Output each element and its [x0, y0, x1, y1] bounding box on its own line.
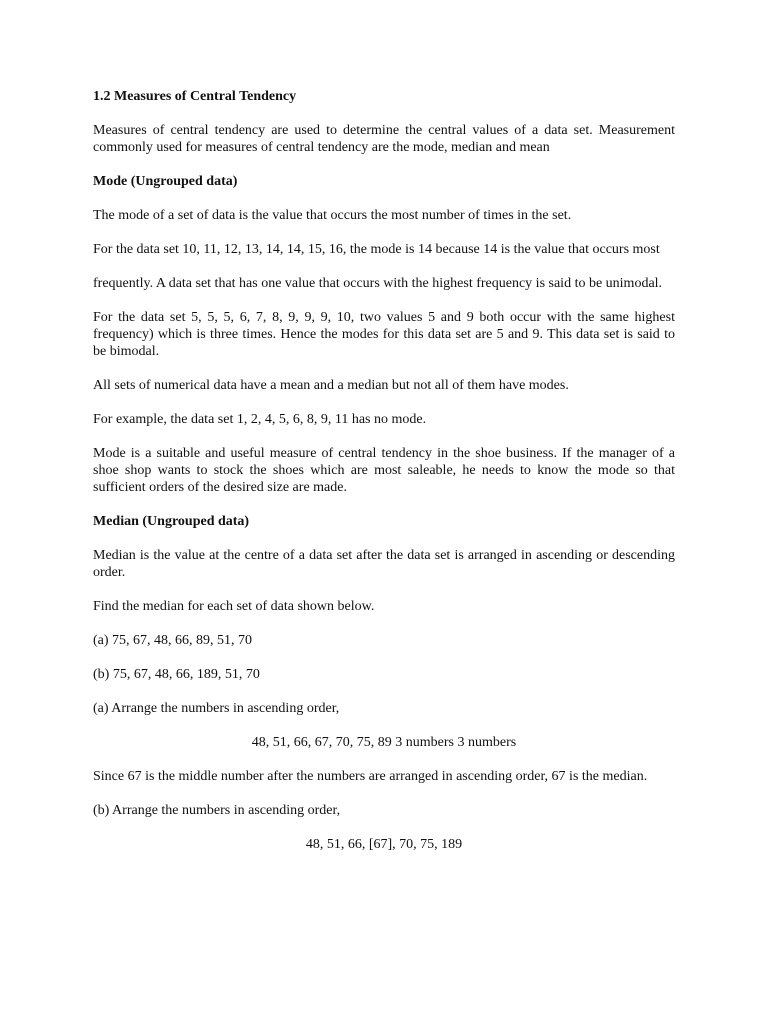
section-title: 1.2 Measures of Central Tendency: [93, 89, 297, 104]
median-step-a: (a) Arrange the numbers in ascending order,: [93, 701, 340, 716]
median-item-b: (b) 75, 67, 48, 66, 189, 51, 70: [93, 667, 260, 682]
median-conclusion-a: Since 67 is the middle number after the numbers are arranged in ascending order, 67 is the median.: [93, 769, 648, 784]
median-sorted-b: 48, 51, 66, [67], 70, 75, 189: [305, 837, 463, 852]
intro-paragraph: Measures of central tendency are used to determine the central values of a data set. Measurement commonly used for measures of central tendency are the mode, median and mean: [93, 123, 675, 155]
mode-note: All sets of numerical data have a mean and a median but not all of them have modes.: [93, 378, 569, 393]
median-step-b: (b) Arrange the numbers in ascending order,: [93, 803, 341, 818]
mode-bimodal: For the data set 5, 5, 5, 6, 7, 8, 9, 9, 9, 10, two values 5 and 9 both occur with the same highest frequency) which is three times. Hence the modes for this data set are 5 and 9. This data set is said to be bimodal.: [93, 310, 675, 359]
mode-no-mode-example: For example, the data set 1, 2, 4, 5, 6, 8, 9, 11 has no mode.: [93, 412, 427, 427]
mode-example-1: For the data set 10, 11, 12, 13, 14, 14, 15, 16, the mode is 14 because 14 is the value that occurs most: [93, 242, 660, 257]
mode-shoe-business: Mode is a suitable and useful measure of central tendency in the shoe business. If the manager of a shoe shop wants to stock the shoes which are most saleable, he needs to know the mode so that sufficient orders of the desired size are made.: [93, 446, 675, 495]
mode-definition: The mode of a set of data is the value that occurs the most number of times in the set.: [93, 208, 572, 223]
median-task: Find the median for each set of data shown below.: [93, 599, 375, 614]
median-heading: Median (Ungrouped data): [93, 514, 250, 529]
median-definition: Median is the value at the centre of a data set after the data set is arranged in ascending or descending order.: [93, 548, 675, 580]
mode-heading: Mode (Ungrouped data): [93, 174, 238, 189]
mode-unimodal: frequently. A data set that has one value that occurs with the highest frequency is said to be unimodal.: [93, 276, 663, 291]
document-body: [93, 88, 675, 870]
median-sorted-a: 48, 51, 66, 67, 70, 75, 89 3 numbers 3 numbers: [251, 735, 517, 750]
median-item-a: (a) 75, 67, 48, 66, 89, 51, 70: [93, 633, 253, 648]
